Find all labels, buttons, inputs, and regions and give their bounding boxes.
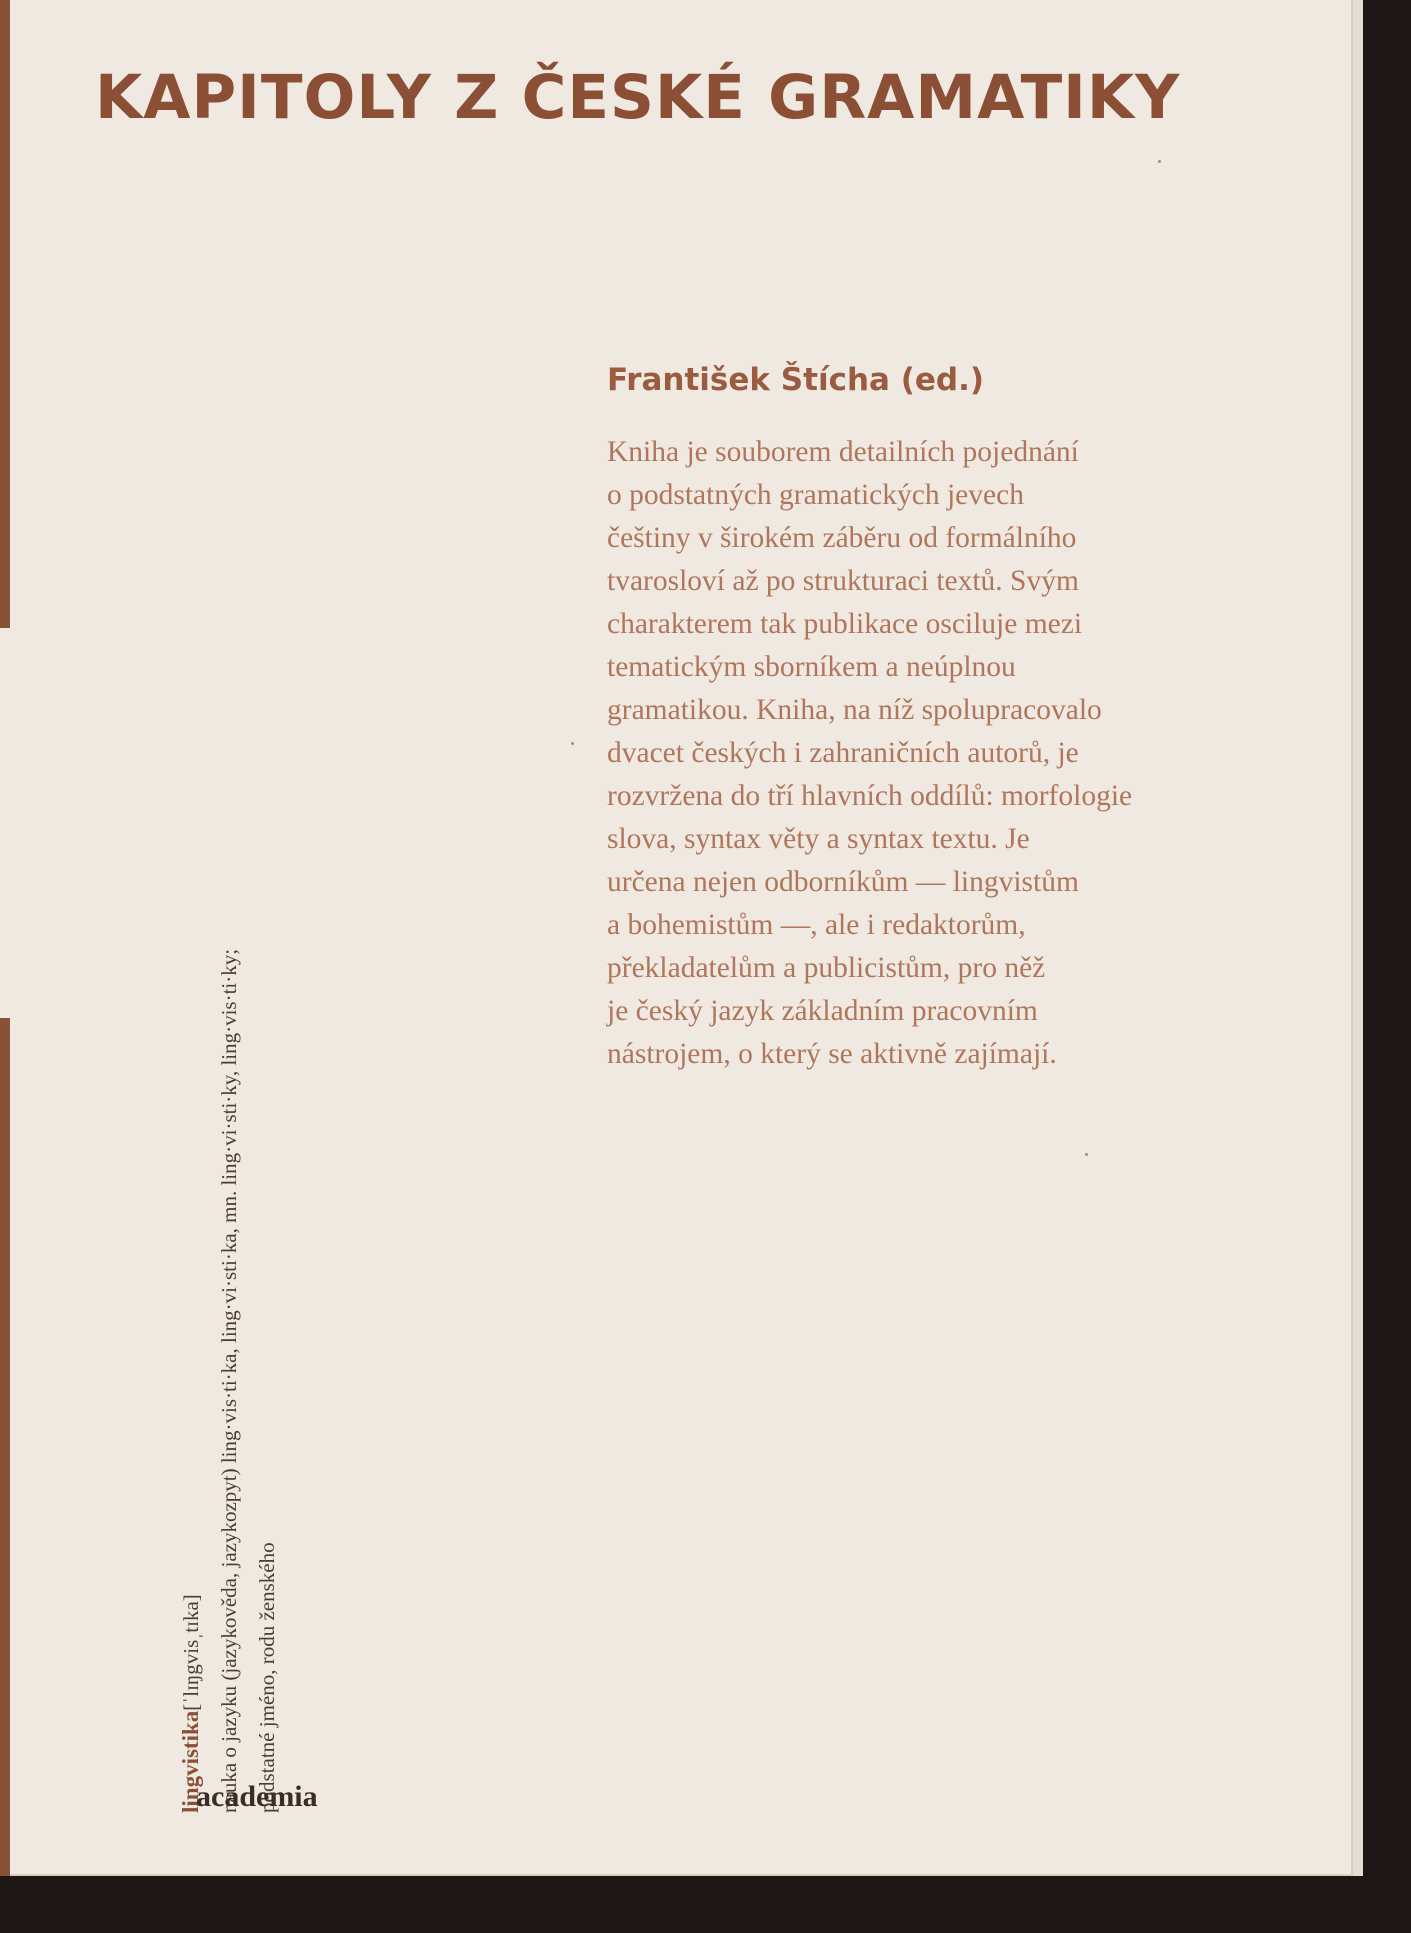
- blurb-line: o podstatných gramatických jevech: [607, 479, 1024, 511]
- dictionary-entry-line1: [172, 613, 210, 1813]
- blurb-line: charakterem tak publikace osciluje mezi: [607, 608, 1083, 640]
- paper-speck: [1085, 1153, 1088, 1156]
- paper-speck: [1158, 160, 1161, 163]
- blurb-line: Kniha je souborem detailních pojednání: [607, 436, 1079, 468]
- dictionary-pronunciation: [ˈlɪŋgvisˌtɪka]: [179, 1594, 203, 1711]
- blurb-line: a bohemistům —, ale i redaktorům,: [607, 909, 1026, 941]
- book-author: František Štícha (ed.): [607, 362, 985, 398]
- blurb-line: je český jazyk základním pracovním: [607, 995, 1038, 1027]
- spine-band-top: [0, 0, 10, 628]
- dictionary-entry-line3: podstatné jméno, rodu ženského: [255, 1542, 279, 1813]
- blurb-line: gramatikou. Kniha, na níž spolupracovalo: [607, 694, 1102, 726]
- dictionary-entry: [172, 613, 286, 1813]
- book-title: KAPITOLY Z ČESKÉ GRAMATIKY: [95, 62, 1181, 133]
- blurb-line: tvarosloví až po strukturaci textů. Svým: [607, 565, 1079, 597]
- paper-speck: [571, 742, 574, 745]
- blurb-line: překladatelům a publicistům, pro něž: [607, 952, 1046, 984]
- blurb-line: nástrojem, o který se aktivně zajímají.: [607, 1038, 1057, 1070]
- book-blurb: [607, 431, 1132, 1076]
- blurb-line: rozvržena do tří hlavních oddílů: morfologie: [607, 780, 1133, 812]
- publisher-logo: academia: [196, 1780, 318, 1813]
- spine-band-bottom: [0, 1018, 10, 1876]
- blurb-line: určena nejen odborníkům — lingvistům: [607, 866, 1079, 898]
- blurb-line: češtiny v širokém záběru od formálního: [607, 522, 1077, 554]
- blurb-line: slova, syntax věty a syntax textu. Je: [607, 823, 1030, 855]
- blurb-line: tematickým sborníkem a neúplnou: [607, 651, 1016, 683]
- dictionary-entry-line2: nauka o jazyku (jazykověda, jazykozpyt) ling·vis·ti·ka, ling·vi·sti·ka, mn. ling·vi·sti·ky, ling·vis·ti·ky;: [217, 948, 241, 1813]
- blurb-line: dvacet českých i zahraničních autorů, je: [607, 737, 1079, 769]
- page-edge: [1353, 0, 1363, 1876]
- dictionary-headword: lingvistika: [178, 1710, 203, 1813]
